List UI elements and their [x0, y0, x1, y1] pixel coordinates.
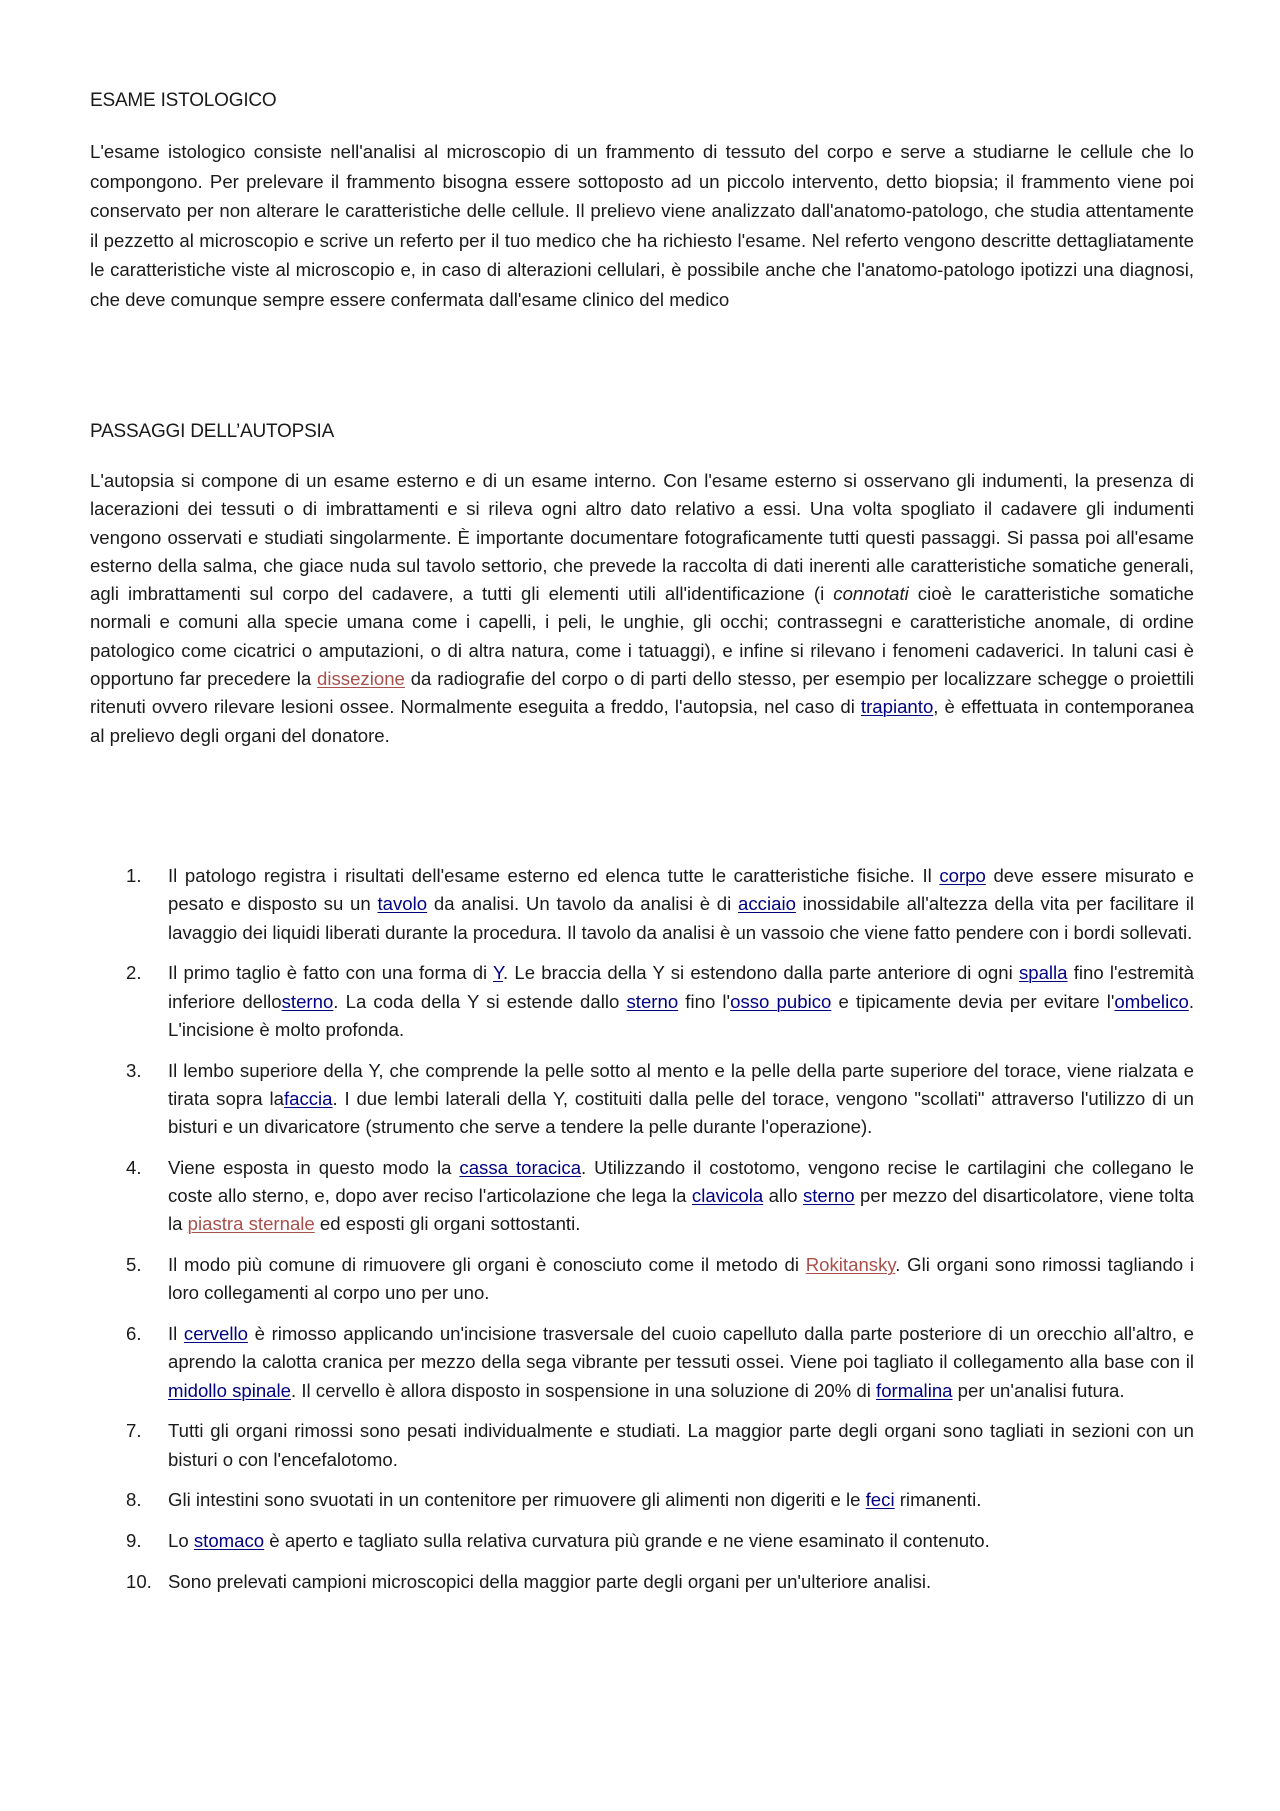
link-rokitansky[interactable]: Rokitansky: [805, 1254, 896, 1276]
link-dissezione[interactable]: dissezione: [317, 668, 405, 690]
text-segment: . Il cervello è allora disposto in sospensione in una soluzione di 20% di: [291, 1379, 877, 1401]
list-item-step-6: [90, 1320, 1194, 1405]
text-segment: fino l': [678, 990, 731, 1012]
text-segment: . Utilizzando il costotomo, vengono recise le cartilagini che collegano le coste allo sterno, e, dopo aver reciso l'articolazione che lega la: [168, 1156, 1194, 1207]
list-item-step-9: [90, 1527, 1194, 1555]
text-segment: . I due lembi laterali della Y, costituiti dalla pelle del torace, vengono "scollati" attraverso l'utilizzo di un bisturi e un divaricatore (strumento che serve a tendere la pelle durante l'operazione).: [168, 1087, 1194, 1138]
link-stomaco[interactable]: stomaco: [193, 1530, 265, 1552]
text-segment: . Gli organi sono rimossi tagliando i loro collegamenti al corpo uno per uno.: [168, 1254, 1194, 1304]
link-osso-pubico[interactable]: osso pubico: [730, 990, 832, 1012]
list-item-step-7: [90, 1417, 1194, 1474]
text-segment: . L'incisione è molto profonda.: [168, 990, 1195, 1040]
link-y[interactable]: Y: [493, 962, 504, 984]
text-segment: rimanenti.: [894, 1489, 982, 1511]
link-feci[interactable]: feci: [865, 1489, 895, 1511]
list-number: 5.: [126, 1254, 142, 1276]
text-segment: da radiografie del corpo o di parti dello stesso, per esempio per localizzare schegge o proiettili ritenuti ovvero rilevare lesioni ossee. Normalmente eseguita a freddo, l'autopsia, nel caso di: [90, 668, 1194, 718]
text-segment: . La coda della Y si estende dallo: [333, 990, 627, 1012]
link-corpo[interactable]: corpo: [939, 865, 986, 886]
list-number: 7.: [126, 1420, 142, 1442]
text-segment: allo: [763, 1185, 803, 1207]
list-number: 4.: [126, 1156, 142, 1178]
list-item-step-8: [90, 1486, 1194, 1514]
text-segment: Tutti gli organi rimossi sono pesati individualmente e studiati. La maggior parte degli organi sono tagliati in sezioni con un bisturi o con l'encefalotomo.: [168, 1420, 1194, 1470]
link-cervello[interactable]: cervello: [183, 1323, 248, 1345]
text-segment: Il patologo registra i risultati dell'esame esterno ed elenca tutte le caratteristiche fisiche. Il: [168, 865, 940, 886]
link-sterno[interactable]: sterno: [626, 990, 679, 1012]
text-segment: è aperto e tagliato sulla relativa curvatura più grande e ne viene esaminato il contenuto.: [264, 1530, 990, 1552]
list-item-step-1: [90, 862, 1194, 947]
link-spalla[interactable]: spalla: [1018, 962, 1068, 984]
text-segment: per mezzo del disarticolatore, viene tolta la: [168, 1185, 1194, 1235]
text-segment: deve essere misurato e pesato e disposto su un: [168, 865, 1195, 915]
paragraph-esame-istologico: L'esame istologico consiste nell'analisi al microscopio di un frammento di tessuto del corpo e serve a studiarne le cellule che lo compongono. Per prelevare il frammento bisogna essere sottoposto ad un piccolo intervento, detto biopsia; il frammento viene poi conservato per non alterare le caratteristiche delle cellule. Il prelievo viene analizzato dall'anatomo-patologo, che studia attentamente il pezzetto al microscopio e scrive un referto per il tuo medico che ha richiesto l'esame. Nel referto vengono descritte dettagliatamente le caratteristiche viste al microscopio e, in caso di alterazioni cellulari, è possibile anche che l'anatomo-patologo ipotizzi una diagnosi, che deve comunque sempre essere confermata dall'esame clinico del medico: [90, 141, 1194, 310]
link-trapianto[interactable]: trapianto: [860, 696, 934, 718]
text-segment: Il: [168, 1323, 184, 1345]
text-segment: Sono prelevati campioni microscopici della maggior parte degli organi per un'ulteriore analisi.: [168, 1570, 932, 1592]
italic-term-connotati: connotati: [833, 583, 909, 605]
link-faccia[interactable]: faccia: [283, 1087, 333, 1109]
text-segment: . Le braccia della Y si estendono dalla parte anteriore di ogni: [503, 962, 1019, 984]
text-segment: è rimosso applicando un'incisione trasversale del cuoio capelluto dalla parte posteriore di un orecchio all'altro, e aprendo la calotta cranica per mezzo della sega vibrante per tessuti ossei. Viene poi tagliato il collegamento alla base con il: [168, 1323, 1194, 1373]
list-item-step-4: [90, 1154, 1194, 1239]
link-midollo-spinale[interactable]: midollo spinale: [168, 1379, 291, 1401]
link-piastra-sternale[interactable]: piastra sternale: [187, 1213, 315, 1235]
text-segment: Gli intestini sono svuotati in un contenitore per rimuovere gli alimenti non digeriti e le: [168, 1489, 866, 1511]
text-segment: Viene esposta in questo modo la: [168, 1156, 460, 1178]
text-segment: cioè le caratteristiche somatiche normali e comuni alla specie umana come i capelli, i peli, le unghie, gli occhi; contrassegni e caratteristiche anomale, di ordine patologico come cicatrici o amputazioni, o di altra natura, come i tatuaggi), e infine si rilevano i fenomeni cadaverici. In taluni casi è opportuno far precedere la: [90, 583, 1195, 690]
text-segment: fino l'estremità inferiore dello: [168, 962, 1195, 1012]
list-item-step-3: [90, 1057, 1194, 1142]
text-segment: e tipicamente devia per evitare l': [831, 990, 1115, 1012]
link-acciaio[interactable]: acciaio: [738, 893, 796, 915]
autopsy-steps-list: [90, 862, 1194, 1608]
text-segment: L'autopsia si compone di un esame esterno e di un esame interno. Con l'esame esterno si osservano gli indumenti, la presenza di lacerazioni dei tessuti o di imbrattamenti e si rileva ogni altro dato relativo a essi. Una volta spogliato il cadavere gli indumenti vengono osservati e studiati singolarmente. È importante documentare fotograficamente tutti questi passaggi. Si passa poi all'esame esterno della salma, che giace nuda sul tavolo settorio, che prevede la raccolta di dati inerenti alle caratteristiche somatiche generali, agli imbrattamenti sul corpo del cadavere, a tutti gli elementi utili all'identificazione (i: [90, 470, 1194, 605]
list-number: 1.: [126, 865, 142, 886]
link-sterno[interactable]: sterno: [802, 1185, 855, 1207]
link-sterno[interactable]: sterno: [281, 990, 334, 1012]
list-number: 6.: [126, 1323, 142, 1345]
list-number: 3.: [126, 1059, 142, 1081]
text-segment: inossidabile all'altezza della vita per facilitare il lavaggio dei liquidi liberati durante la procedura. Il tavolo da analisi è un vassoio che viene fatto pendere con i bordi sollevati.: [168, 893, 1194, 943]
text-segment: Il modo più comune di rimuovere gli organi è conosciuto come il metodo di: [168, 1254, 806, 1276]
text-segment: Il lembo superiore della Y, che comprende la pelle sotto al mento e la pelle della parte superiore del torace, viene rialzata e tirata sopra la: [168, 1059, 1194, 1109]
list-number: 8.: [126, 1489, 142, 1511]
list-number: 10.: [126, 1570, 152, 1592]
link-cassa-toracica[interactable]: cassa toracica: [459, 1156, 582, 1178]
list-item-step-10: [90, 1568, 1194, 1596]
link-clavicola[interactable]: clavicola: [691, 1185, 764, 1207]
section-title-passaggi-autopsia: PASSAGGI DELL’AUTOPSIA: [90, 421, 335, 442]
list-number: 9.: [126, 1530, 142, 1552]
list-item-step-5: [90, 1251, 1194, 1308]
link-tavolo[interactable]: tavolo: [377, 893, 428, 915]
section-title-esame-istologico: ESAME ISTOLOGICO: [90, 90, 277, 111]
text-segment: Il primo taglio è fatto con una forma di: [168, 962, 494, 984]
text-segment: ed esposti gli organi sottostanti.: [314, 1213, 581, 1235]
text-segment: Lo: [168, 1530, 194, 1552]
text-segment: , è effettuata in contemporanea al prelievo degli organi del donatore.: [90, 696, 1194, 746]
link-formalina[interactable]: formalina: [876, 1379, 953, 1401]
paragraph-autopsia: [90, 467, 1194, 750]
text-segment: per un'analisi futura.: [952, 1379, 1125, 1401]
text-segment: da analisi. Un tavolo da analisi è di: [427, 893, 739, 915]
list-number: 2.: [126, 962, 142, 984]
link-ombelico[interactable]: ombelico: [1114, 990, 1189, 1012]
list-item-step-2: [90, 959, 1194, 1044]
